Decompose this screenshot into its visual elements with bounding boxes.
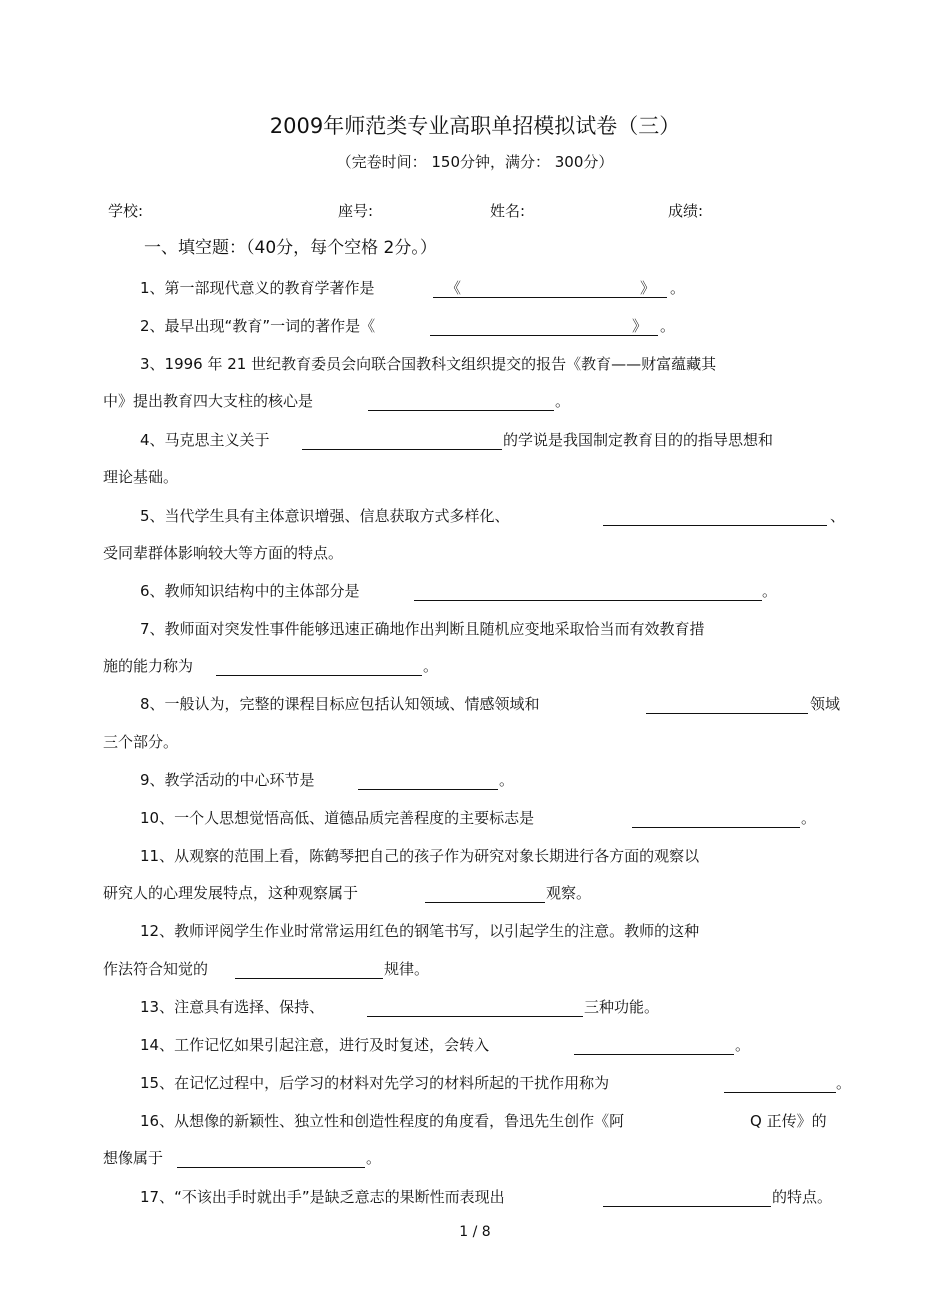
book-close-mark: 》 xyxy=(632,317,648,335)
question-16-line-1: 16、从想像的新颖性、独立性和创造性程度的角度看，鲁迅先生创作《阿 xyxy=(140,1112,625,1130)
question-1: 1、第一部现代意义的教育学著作是 xyxy=(140,279,375,297)
question-4-line-1: 4、马克思主义关于 xyxy=(140,431,270,449)
exam-title: 2009年师范类专业高职单招模拟试卷（三） xyxy=(269,114,681,138)
question-9: 9、教学活动的中心环节是 xyxy=(140,771,315,789)
period-mark: 。 xyxy=(499,771,515,789)
name-label: 姓名: xyxy=(490,202,526,220)
question-4-line-2: 理论基础。 xyxy=(103,468,179,486)
question-8-line-2: 三个部分。 xyxy=(103,733,179,751)
blank-16 xyxy=(177,1167,365,1168)
period-mark: 。 xyxy=(801,809,817,827)
period-mark: 。 xyxy=(423,657,439,675)
blank-12 xyxy=(235,978,383,979)
question-16-line-2: 想像属于 xyxy=(103,1149,164,1167)
question-6: 6、教师知识结构中的主体部分是 xyxy=(140,582,360,600)
period-mark: 。 xyxy=(836,1074,852,1092)
question-11-line-2: 研究人的心理发展特点，这种观察属于 xyxy=(103,884,359,902)
blank-14 xyxy=(574,1054,734,1055)
blank-17 xyxy=(603,1206,771,1207)
period-mark: 。 xyxy=(555,392,571,410)
question-11-line-2-end: 观察。 xyxy=(546,884,592,902)
seat-label: 座号: xyxy=(338,202,374,220)
blank-2 xyxy=(430,335,658,336)
question-12-line-2-end: 规律。 xyxy=(384,960,430,978)
question-3-line-1: 3、1996 年 21 世纪教育委员会向联合国教科文组织提交的报告《教育——财富蕴藏其 xyxy=(140,355,717,373)
blank-10 xyxy=(632,827,800,828)
period-mark: 。 xyxy=(762,582,778,600)
question-8-line-1-end: 领域 xyxy=(810,695,841,713)
period-mark: 。 xyxy=(366,1149,382,1167)
book-close-mark: 》 xyxy=(640,279,656,297)
blank-3 xyxy=(368,410,554,411)
question-5-line-1: 5、当代学生具有主体意识增强、信息获取方式多样化、 xyxy=(140,507,510,525)
question-17-end: 的特点。 xyxy=(772,1188,833,1206)
period-mark: 。 xyxy=(670,279,686,297)
question-11-line-1: 11、从观察的范围上看，陈鹤琴把自己的孩子作为研究对象长期进行各方面的观察以 xyxy=(140,847,700,865)
question-7-line-1: 7、教师面对突发性事件能够迅速正确地作出判断且随机应变地采取恰当而有效教育措 xyxy=(140,620,705,638)
comma-mark: 、 xyxy=(830,507,846,525)
question-13-end: 三种功能。 xyxy=(584,998,660,1016)
blank-9 xyxy=(358,789,498,790)
score-label: 成绩: xyxy=(668,202,704,220)
blank-8 xyxy=(646,713,808,714)
blank-6 xyxy=(414,600,762,601)
question-16-line-1-end: Q 正传》的 xyxy=(750,1112,827,1130)
blank-11 xyxy=(425,902,545,903)
page-number: 1 / 8 xyxy=(459,1224,491,1240)
question-2: 2、最早出现“教育”一词的著作是《 xyxy=(140,317,376,335)
blank-5 xyxy=(603,525,827,526)
period-mark: 。 xyxy=(660,317,676,335)
question-4-line-1-end: 的学说是我国制定教育目的的指导思想和 xyxy=(503,431,774,449)
blank-4 xyxy=(302,449,502,450)
question-3-line-2: 中》提出教育四大支柱的核心是 xyxy=(103,392,314,410)
question-10: 10、一个人思想觉悟高低、道德品质完善程度的主要标志是 xyxy=(140,809,535,827)
school-label: 学校: xyxy=(108,202,144,220)
question-12-line-2: 作法符合知觉的 xyxy=(103,960,209,978)
question-15: 15、在记忆过程中，后学习的材料对先学习的材料所起的干扰作用称为 xyxy=(140,1074,610,1092)
question-5-line-2: 受同辈群体影响较大等方面的特点。 xyxy=(103,544,344,562)
question-13: 13、注意具有选择、保持、 xyxy=(140,998,325,1016)
question-12-line-1: 12、教师评阅学生作业时常常运用红色的钢笔书写，以引起学生的注意。教师的这种 xyxy=(140,922,700,940)
period-mark: 。 xyxy=(735,1036,751,1054)
blank-15 xyxy=(724,1092,836,1093)
exam-subtitle: （完卷时间： 150分钟，满分： 300分） xyxy=(336,153,614,171)
question-7-line-2: 施的能力称为 xyxy=(103,657,194,675)
question-14: 14、工作记忆如果引起注意，进行及时复述，会转入 xyxy=(140,1036,490,1054)
blank-13 xyxy=(367,1016,583,1017)
question-8-line-1: 8、一般认为，完整的课程目标应包括认知领域、情感领域和 xyxy=(140,695,540,713)
question-17: 17、“不该出手时就出手”是缺乏意志的果断性而表现出 xyxy=(140,1188,505,1206)
book-open-mark: 《 xyxy=(446,279,462,297)
section-heading: 一、填空题：（40分，每个空格 2分。） xyxy=(144,238,437,258)
blank-7 xyxy=(216,675,422,676)
blank-1 xyxy=(433,297,667,298)
